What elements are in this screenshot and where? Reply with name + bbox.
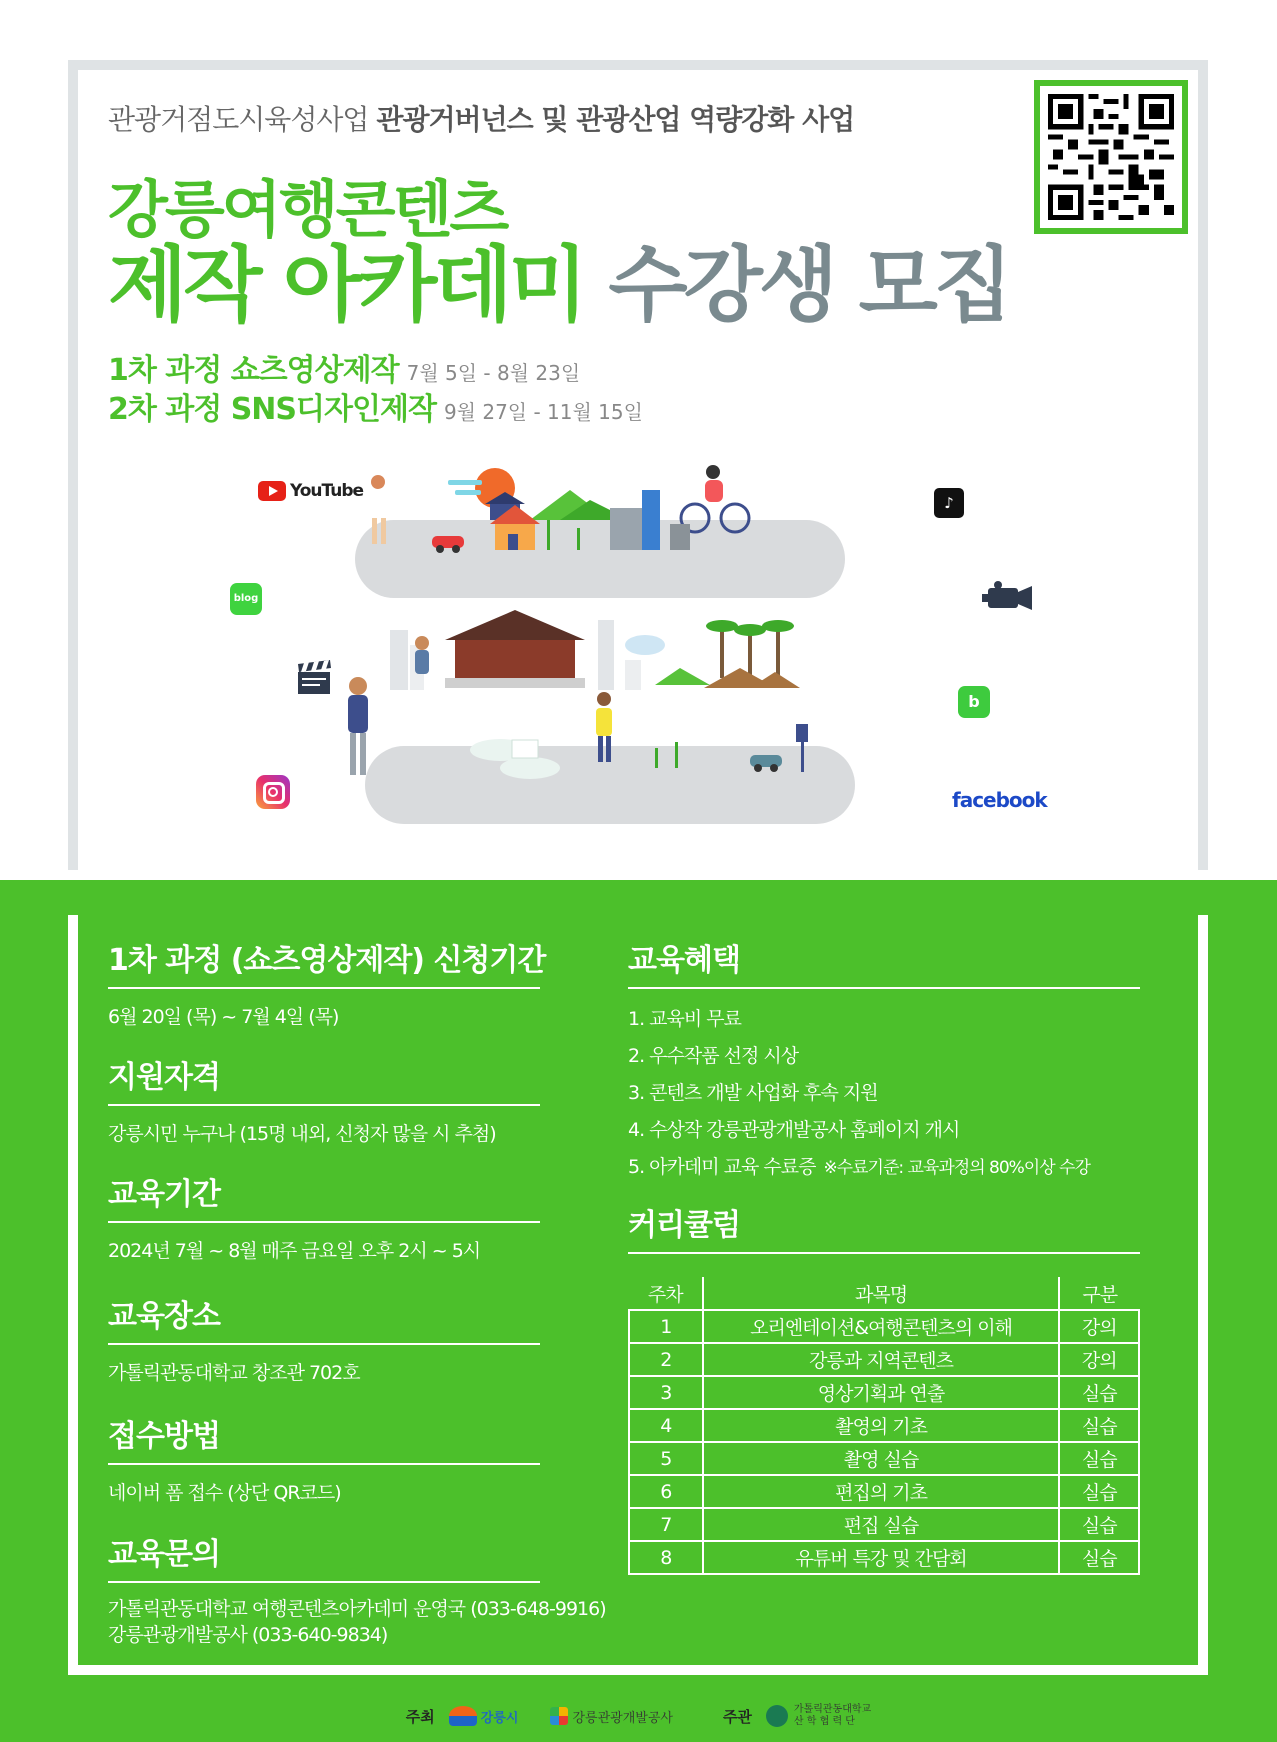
course-2-name: 2차 과정 SNS디자인제작 xyxy=(108,392,436,427)
host-2-name: 강릉관광개발공사 xyxy=(572,1710,673,1726)
type-cell: 실습 xyxy=(1059,1442,1139,1475)
week-cell: 7 xyxy=(629,1508,703,1541)
qr-code[interactable] xyxy=(1034,80,1188,234)
type-cell: 강의 xyxy=(1059,1343,1139,1376)
tiktok-icon: ♪ xyxy=(934,488,964,518)
course-1-date: 7월 5일 - 8월 23일 xyxy=(406,361,581,385)
education-period-body: 2024년 7월 ~ 8월 매주 금요일 오후 2시 ~ 5시 xyxy=(108,1240,481,1262)
instagram-icon xyxy=(256,775,290,809)
course-2 xyxy=(108,384,643,428)
inquiry-title: 교육문의 xyxy=(108,1529,540,1583)
gangneung-city-logo xyxy=(449,1706,519,1726)
inquiry-body xyxy=(108,1597,606,1648)
subject-cell: 강릉과 지역콘텐츠 xyxy=(703,1343,1060,1376)
benefit-item: 4. 수상작 강릉관광개발공사 홈페이지 개시 xyxy=(628,1119,960,1141)
header-type: 구분 xyxy=(1059,1277,1139,1310)
apply-method-title: 접수방법 xyxy=(108,1411,540,1465)
subject-cell: 편집 실습 xyxy=(703,1508,1060,1541)
host-label: 주최 xyxy=(405,1707,435,1726)
main-title-line1: 강릉여행콘텐츠 xyxy=(108,173,507,246)
host-1-name: 강릉시 xyxy=(480,1710,519,1726)
type-cell: 실습 xyxy=(1059,1475,1139,1508)
subtitle-bold: 관광거버넌스 및 관광산업 역량강화 사업 xyxy=(376,103,855,136)
organizer-line2: 산 학 협 력 단 xyxy=(793,1716,855,1727)
type-cell: 실습 xyxy=(1059,1409,1139,1442)
week-cell: 8 xyxy=(629,1541,703,1574)
curriculum-header-row xyxy=(629,1277,1139,1310)
inquiry-contact-1: 가톨릭관동대학교 여행콘텐츠아카데미 운영국 (033-648-9916) xyxy=(108,1598,606,1620)
table-row xyxy=(629,1310,1139,1343)
education-place-block xyxy=(108,1291,540,1388)
benefit-item-text: 5. 아카데미 교육 수료증 xyxy=(628,1156,816,1178)
type-cell: 실습 xyxy=(1059,1508,1139,1541)
youtube-label: YouTube xyxy=(290,481,364,501)
youtube-play-icon xyxy=(258,481,286,501)
curriculum-title: 커리큘럼 xyxy=(628,1200,1140,1254)
benefit-item: 2. 우수작품 선정 시상 xyxy=(628,1045,799,1067)
benefit-item: 1. 교육비 무료 xyxy=(628,1008,741,1030)
organizer-label: 주관 xyxy=(722,1707,752,1726)
course-1-name: 1차 과정 쇼츠영상제작 xyxy=(108,353,399,388)
inquiry-block xyxy=(108,1529,606,1648)
type-cell: 실습 xyxy=(1059,1376,1139,1409)
week-cell: 6 xyxy=(629,1475,703,1508)
benefits-block xyxy=(628,935,1140,1186)
gangneung-logo-icon xyxy=(449,1706,477,1726)
eligibility-title: 지원자격 xyxy=(108,1052,540,1106)
table-row xyxy=(629,1508,1139,1541)
apply-method-block xyxy=(108,1411,540,1508)
type-cell: 강의 xyxy=(1059,1310,1139,1343)
education-place-body: 가톨릭관동대학교 창조관 702호 xyxy=(108,1362,360,1384)
header-week: 주차 xyxy=(629,1277,703,1310)
table-row xyxy=(629,1409,1139,1442)
table-row xyxy=(629,1541,1139,1574)
week-cell: 5 xyxy=(629,1442,703,1475)
table-row xyxy=(629,1376,1139,1409)
education-period-block xyxy=(108,1169,540,1266)
week-cell: 2 xyxy=(629,1343,703,1376)
table-row xyxy=(629,1475,1139,1508)
cku-logo-icon xyxy=(766,1705,788,1727)
band-icon: b xyxy=(958,686,990,718)
education-period-title: 교육기간 xyxy=(108,1169,540,1223)
apply-period-title: 1차 과정 (쇼츠영상제작) 신청기간 xyxy=(108,935,540,989)
gdc-logo-icon xyxy=(550,1707,568,1725)
header-subject: 과목명 xyxy=(703,1277,1060,1310)
facebook-icon: facebook xyxy=(952,788,1047,812)
info-right-column xyxy=(628,935,1140,1570)
benefit-item: 3. 콘텐츠 개발 사업화 후속 지원 xyxy=(628,1082,878,1104)
program-subtitle xyxy=(108,98,854,138)
subject-cell: 촬영 실습 xyxy=(703,1442,1060,1475)
education-place-title: 교육장소 xyxy=(108,1291,540,1345)
apply-period-body: 6월 20일 (목) ~ 7월 4일 (목) xyxy=(108,1006,339,1028)
footer xyxy=(0,1690,1277,1742)
title-grey-part: 수강생 모집 xyxy=(608,238,1009,333)
apply-period-block xyxy=(108,935,546,1032)
blog-icon: blog xyxy=(230,583,262,615)
week-cell: 4 xyxy=(629,1409,703,1442)
gangneung-tourism-logo xyxy=(550,1707,672,1726)
subtitle-normal: 관광거점도시육성사업 xyxy=(108,103,369,136)
type-cell: 실습 xyxy=(1059,1541,1139,1574)
subject-cell: 촬영의 기초 xyxy=(703,1409,1060,1442)
inquiry-contact-2: 강릉관광개발공사 (033-640-9834) xyxy=(108,1623,388,1646)
benefits-list xyxy=(628,1001,1140,1186)
benefit-item xyxy=(628,1149,1140,1186)
subject-cell: 오리엔테이션&여행콘텐츠의 이해 xyxy=(703,1310,1060,1343)
course-2-date: 9월 27일 - 11월 15일 xyxy=(443,400,643,424)
main-title-line2 xyxy=(108,238,1009,333)
benefits-title: 교육혜택 xyxy=(628,935,1140,989)
clapperboard-icon xyxy=(296,660,332,700)
eligibility-body: 강릉시민 누구나 (15명 내외, 신청자 많을 시 추첨) xyxy=(108,1123,496,1145)
table-row xyxy=(629,1343,1139,1376)
completion-criteria-note: ※수료기준: 교육과정의 80%이상 수강 xyxy=(823,1158,1090,1178)
cku-logo xyxy=(766,1704,871,1728)
youtube-icon xyxy=(258,481,363,501)
curriculum-block xyxy=(628,1200,1140,1254)
subject-cell: 편집의 기초 xyxy=(703,1475,1060,1508)
subject-cell: 유튜버 특강 및 간담회 xyxy=(703,1541,1060,1574)
organizer-line1: 가톨릭관동대학교 xyxy=(793,1704,872,1715)
apply-method-body: 네이버 폼 접수 (상단 QR코드) xyxy=(108,1482,341,1504)
eligibility-block xyxy=(108,1052,540,1149)
curriculum-table xyxy=(628,1277,1140,1575)
table-row xyxy=(629,1442,1139,1475)
week-cell: 1 xyxy=(629,1310,703,1343)
course-1 xyxy=(108,345,580,389)
week-cell: 3 xyxy=(629,1376,703,1409)
title-green-part: 제작 아카데미 xyxy=(108,238,584,333)
camcorder-icon xyxy=(982,580,1034,618)
subject-cell: 영상기획과 연출 xyxy=(703,1376,1060,1409)
